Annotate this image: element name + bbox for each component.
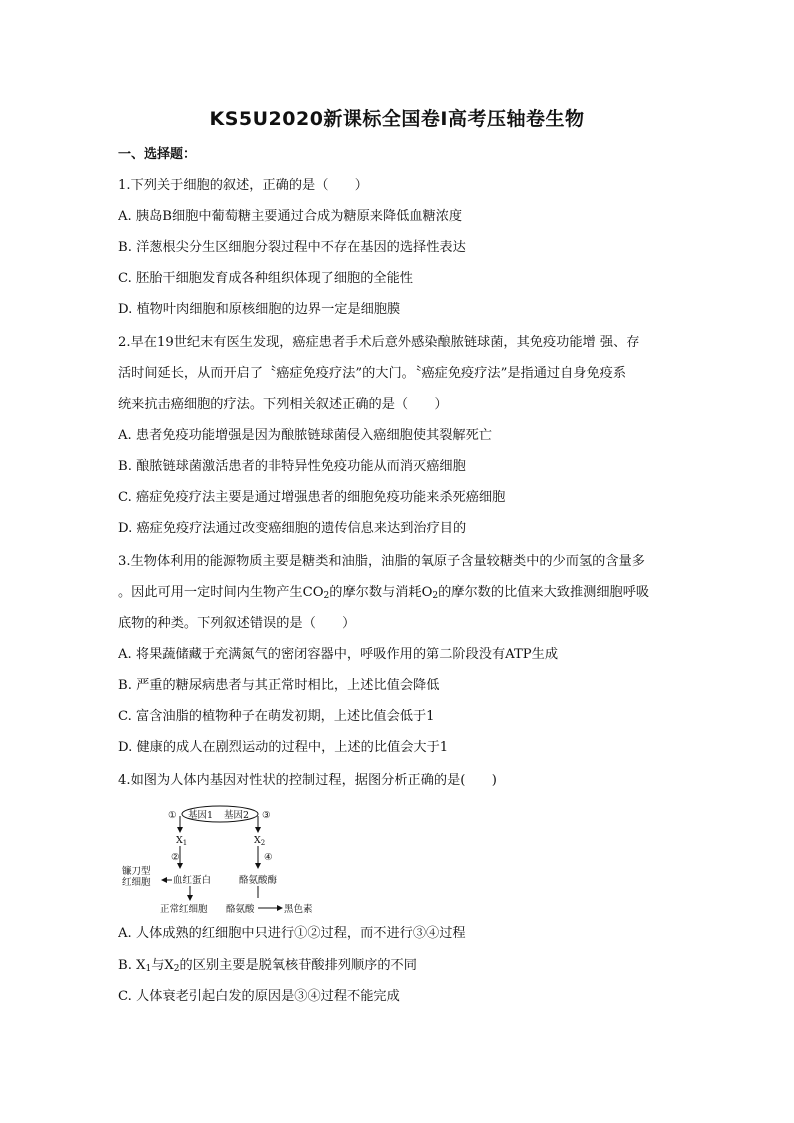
label-sickle-line1: 镰刀型 <box>122 866 151 877</box>
q3-stem-part: 的摩尔数的比值来大致推测细胞呼吸 <box>438 585 650 600</box>
label-tyrosine: 酪氨酸 <box>226 904 255 915</box>
q2-stem-line3: 统来抗击癌细胞的疗法。下列相关叙述正确的是（ ） <box>118 397 448 412</box>
q3-stem-line2 <box>118 583 688 606</box>
q4-stem: 4.如图为人体内基因对性状的控制过程，据图分析正确的是( ) <box>118 773 497 788</box>
q2-option-d: D. 癌症免疫疗法通过改变癌细胞的遗传信息来达到治疗目的 <box>118 521 467 536</box>
label-tyrosinase: 酪氨酸酶 <box>239 875 278 886</box>
label-sickle-line2: 红细胞 <box>122 877 151 888</box>
q3-option-d: D. 健康的成人在剧烈运动的过程中，上述的比值会大于1 <box>118 740 449 755</box>
co2-subscript: 2 <box>323 591 330 601</box>
q1-option-d: D. 植物叶肉细胞和原核细胞的边界一定是细胞膜 <box>118 302 401 317</box>
q2-option-b: B. 酿脓链球菌激活患者的非特异性免疫功能从而消灭癌细胞 <box>118 459 466 474</box>
label-melanin: 黑色素 <box>284 904 313 915</box>
label-x2: $X_2$ <box>254 835 266 847</box>
q4-b-part: B. X <box>118 958 146 973</box>
q1-option-b: B. 洋葱根尖分生区细胞分裂过程中不存在基因的选择性表达 <box>118 240 466 255</box>
q4-option-c: C. 人体衰老引起白发的原因是③④过程不能完成 <box>118 989 400 1004</box>
q3-option-c: C. 富含油脂的植物种子在萌发初期，上述比值会低于1 <box>118 709 435 724</box>
q4-option-b <box>118 956 688 979</box>
q3-stem-line3: 底物的种类。下列叙述错误的是（ ） <box>118 616 356 631</box>
q3-stem-part: 的摩尔数与消耗O <box>329 585 433 600</box>
x1-subscript: 1 <box>145 964 152 974</box>
q1-stem: 1.下列关于细胞的叙述，正确的是（ ） <box>118 178 368 193</box>
q4-b-part: 的区别主要是脱氧核苷酸排列顺序的不同 <box>179 958 417 973</box>
label-step4: ④ <box>264 852 273 863</box>
q1-option-c: C. 胚胎干细胞发育成各种组织体现了细胞的全能性 <box>118 271 413 286</box>
label-gene2: 基因2 <box>224 810 250 821</box>
label-gene1: 基因1 <box>188 810 214 821</box>
q2-option-c: C. 癌症免疫疗法主要是通过增强患者的细胞免疫功能来杀死癌细胞 <box>118 490 506 505</box>
q2-stem-line2: 活时间延长，从而开启了〝癌症免疫疗法”的大门。〝癌症免疫疗法”是指通过自身免疫系 <box>118 366 627 381</box>
page-title: KS5U2020新课标全国卷Ⅰ高考压轴卷生物 <box>209 108 585 130</box>
label-step1: ① <box>168 810 177 821</box>
q3-option-a: A. 将果蔬储藏于充满氮气的密闭容器中，呼吸作用的第二阶段没有ATP生成 <box>118 647 559 662</box>
q3-option-b: B. 严重的糖尿病患者与其正常时相比，上述比值会降低 <box>118 678 440 693</box>
section-heading: 一、选择题： <box>118 147 197 162</box>
q4-b-part: 与X <box>151 958 174 973</box>
q2-option-a: A. 患者免疫功能增强是因为酿脓链球菌侵入癌细胞使其裂解死亡 <box>118 428 492 443</box>
o2-subscript: 2 <box>432 591 439 601</box>
label-hemoglobin: 血红蛋白 <box>173 875 212 886</box>
gene-control-diagram <box>118 804 348 916</box>
label-x1: $X_1$ <box>176 835 188 847</box>
q3-stem-part: 。因此可用一定时间内生物产生CO <box>118 585 324 600</box>
label-step2: ② <box>171 852 180 863</box>
q4-option-a: A. 人体成熟的红细胞中只进行①②过程，而不进行③④过程 <box>118 926 466 941</box>
label-normal-rbc: 正常红细胞 <box>160 904 208 915</box>
x2-subscript: 2 <box>173 964 180 974</box>
q2-stem-line1: 2.早在19世纪末有医生发现，癌症患者手术后意外感染酿脓链球菌，其免疫功能增 强、存 <box>118 335 640 350</box>
label-step3: ③ <box>262 810 271 821</box>
q1-option-a: A. 胰岛B细胞中葡萄糖主要通过合成为糖原来降低血糖浓度 <box>118 209 463 224</box>
q3-stem-line1: 3.生物体利用的能源物质主要是糖类和油脂，油脂的氧原子含量较糖类中的少而氢的含量多 <box>118 554 645 569</box>
